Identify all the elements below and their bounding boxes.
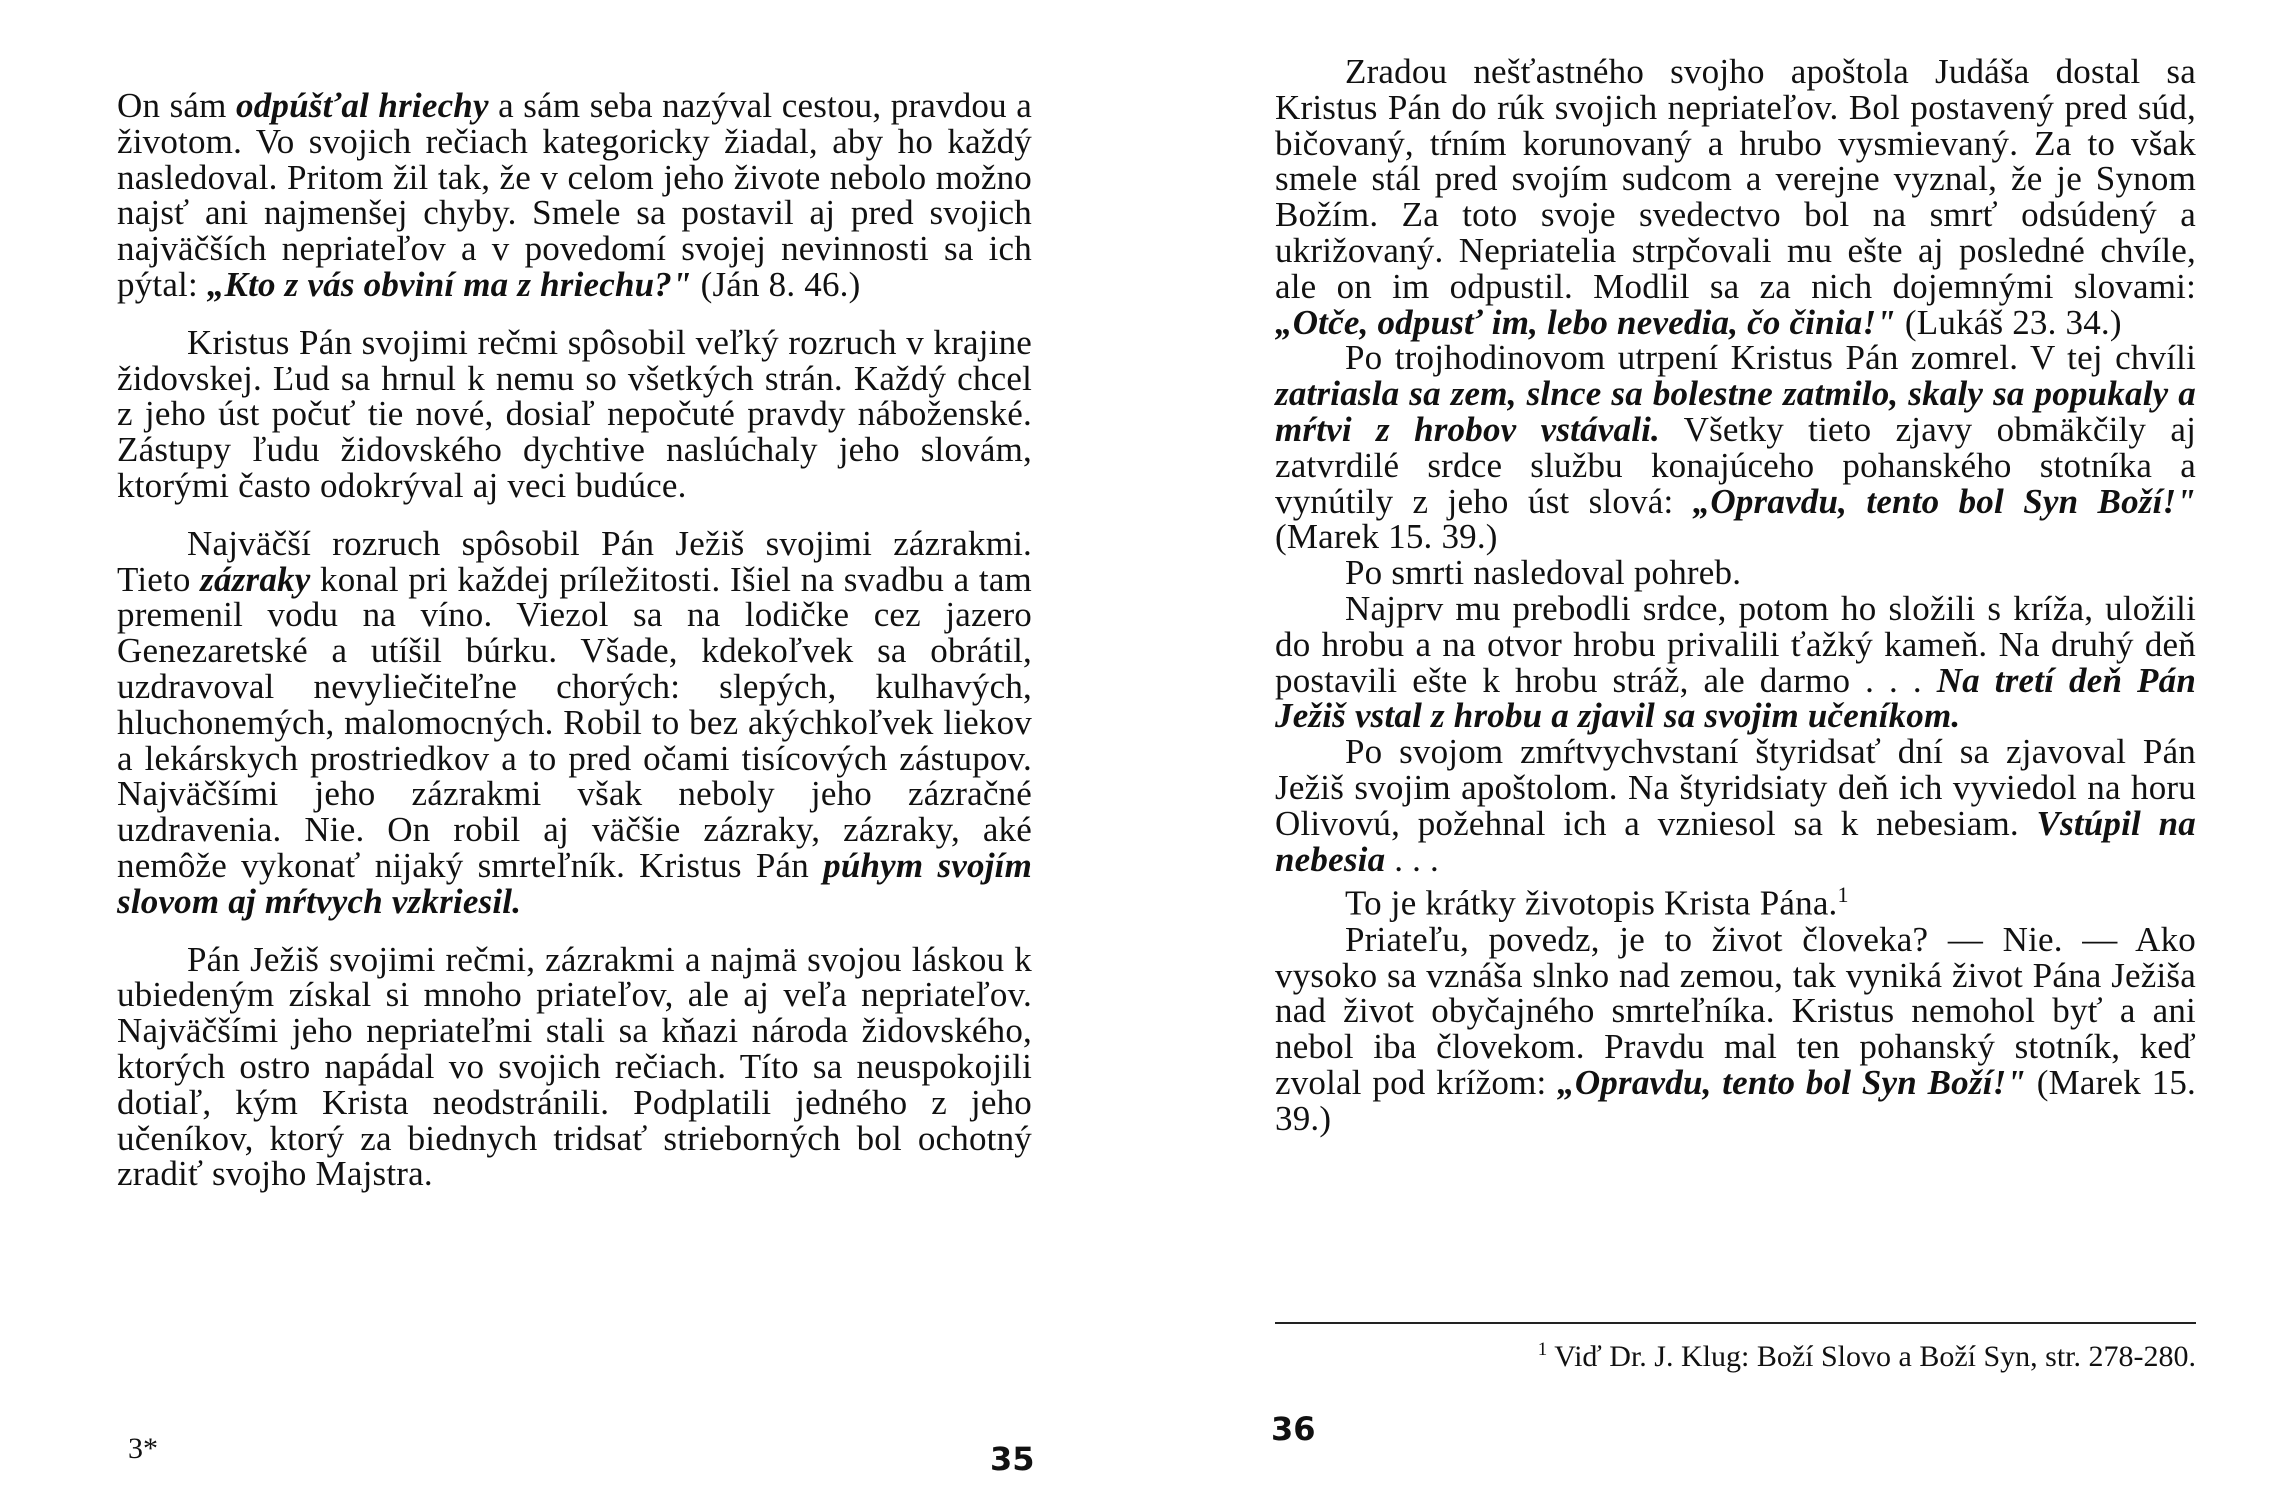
paragraph xyxy=(117,322,1032,505)
paragraph-text: konal pri každej príležitosti. Išiel na svadbu a tam premenil vodu na víno. Viezol sa na lodičke cez jazero Genezaretské a utíšil búrku. Všade, kdekoľvek sa obrátil, uzdravoval nevyliečiteľne chorých: slepých, kulhavých, hluchonemých, malomocných. Robil to bez akýchkoľvek liekov a lekárskych prostriedkov a to pred očami tisícových zástupov. Najväčšími jeho zázrakmi však neboly jeho zázračné uzdravenia. Nie. On robil aj väčšie zázraky, zázraky, aké nemôže vykonať nijaký smrteľník. Kristus Pán xyxy=(117,559,1032,885)
paragraph xyxy=(117,523,1032,921)
paragraph-text: (Marek 15. 39.) xyxy=(1275,517,1498,557)
paragraph-text: . . . xyxy=(1385,839,1439,879)
paragraph-text: Po trojhodinovom utrpení Kristus Pán zomrel. V tej chvíli xyxy=(1345,338,2196,378)
paragraph xyxy=(117,939,1032,1194)
paragraph-text: Po svojom zmŕtvychvstaní štyridsať dní sa zjavoval Pán Ježiš svojim apoštolom. Na štyridsiaty deň ich vyviedol na horu Olivovú, požehnal ich a vzniesol sa k nebesiam. xyxy=(1275,732,2196,843)
paragraph-text: On sám xyxy=(117,86,236,125)
paragraph xyxy=(1275,877,2196,921)
paragraph-text: a sám seba nazýval cestou, pravdou a životom. Vo svojich rečiach kategoricky žiadal, aby ho každý nasledoval. Pritom žil tak, že v celom jeho živote nebolo možno najsť ani najmenšej chyby. Smele sa postavil aj pred svojich najväčších nepriateľov a v povedomí svojej nevinnosti sa ich pýtal: xyxy=(117,86,1032,304)
right-text-column xyxy=(1275,54,2196,1137)
paragraph-text: Najväčší rozruch spôsobil Pán Ježiš svojimi zázrakmi. Tieto xyxy=(117,523,1032,599)
right-page xyxy=(1146,0,2292,1500)
paragraph-text: Zradou nešťastného svojho apoštola Judáša dostal sa Kristus Pán do rúk svojich nepriateľov. Bol postavený pred súd, bičovaný, tŕním korunovaný a hrubo vysmievaný. Za to však smele stál pred svojím sudcom a verejne vyznal, že je Synom Božím. Za toto svoje svedectvo bol na smrť odsúdený a ukrižovaný. Nepriatelia strpčovali mu ešte aj posledné chvíle, ale on im odpustil. Modlil sa za nich dojemnými slovami: xyxy=(1275,52,2196,306)
emphasized-text: „Otče, odpusť im, lebo nevedia, čo činia!" xyxy=(1275,302,1896,342)
emphasized-text: Vstúpil na nebesia xyxy=(1275,803,2196,879)
signature-mark: 3* xyxy=(128,1432,158,1465)
emphasized-text: zatriasla sa zem, slnce sa bolestne zatmilo, skaly sa popukaly a mŕtvi z hrobov vstávali. xyxy=(1275,374,2196,449)
emphasized-text: Na tretí deň Pán Ježiš vstal z hrobu a zjavil sa svojim učeníkom. xyxy=(1275,660,2196,736)
emphasized-text: zázraky xyxy=(200,559,311,599)
paragraph xyxy=(1275,734,2196,877)
paragraph-text: (Marek 15. 39.) xyxy=(1275,1062,2196,1138)
emphasized-text: odpúšťal hriechy xyxy=(236,86,489,125)
footnote-reference: 1 xyxy=(1837,882,1849,908)
paragraph-text: Po smrti nasledoval pohreb. xyxy=(1345,553,1742,593)
paragraph-text: To je krátky životopis Krista Pána. xyxy=(1345,883,1838,923)
paragraph-text: Kristus Pán svojimi rečmi spôsobil veľký rozruch v krajine židovskej. Ľud sa hrnul k nemu so všetkých strán. Každý chcel z jeho úst počuť tie nové, dosiaľ nepočuté pravdy náboženské. Zástupy ľudu židovského dychtive naslúchaly jeho slovám, ktorými často odokrýval aj veci budúce. xyxy=(117,322,1032,505)
paragraph-text: (Ján 8. 46.) xyxy=(691,264,861,304)
footnote xyxy=(1316,1330,2196,1377)
paragraph xyxy=(1275,340,2196,555)
page-number-right: 36 xyxy=(1271,1410,1316,1448)
footnote-marker: 1 xyxy=(1537,1339,1548,1360)
paragraph xyxy=(1275,54,2196,340)
emphasized-text: „Opravdu, tento bol Syn Boží!" xyxy=(1557,1062,2027,1102)
footnote-text: Viď Dr. J. Klug: Boží Slovo a Boží Syn, str. 278-280. xyxy=(1554,1340,2196,1373)
emphasized-text: „Opravdu, tento bol Syn Boží!" xyxy=(1692,481,2196,521)
footnote-divider xyxy=(1275,1322,2196,1324)
left-text-column xyxy=(117,88,1032,1192)
paragraph-text: Priateľu, povedz, je to život človeka? — Nie. — Ako vysoko sa vznáša slnko nad zemou, tak vyniká život Pána Ježiša nad život obyčajného smrteľníka. Kristus nemohol byť a ani nebol iba človekom. Pravdu mal ten pohanský stotník, keď zvolal pod krížom: xyxy=(1275,919,2196,1102)
emphasized-text: púhym svojím slovom aj mŕtvych vzkriesil. xyxy=(117,845,1032,921)
paragraph-text: (Lukáš 23. 34.) xyxy=(1895,302,2122,342)
paragraph xyxy=(117,88,1032,303)
paragraph xyxy=(1275,555,2196,591)
emphasized-text: „Kto z vás obviní ma z hriechu?" xyxy=(206,264,692,304)
paragraph-text: Všetky tieto zjavy obmäkčily aj zatvrdilé srdce službu konajúceho pohanského stotníka a vynútily z jeho úst slová: xyxy=(1275,409,2196,521)
paragraph-text: Najprv mu prebodli srdce, potom ho složili s kríža, uložili do hrobu a na otvor hrobu privalili ťažký kameň. Na druhý deň postavili ešte k hrobu stráž, ale darmo . . . xyxy=(1275,588,2196,700)
paragraph xyxy=(1275,919,2196,1138)
page-number-left: 35 xyxy=(990,1440,1035,1478)
paragraph-text: Pán Ježiš svojimi rečmi, zázrakmi a najmä svojou láskou k ubiedeným získal si mnoho priateľov, ale aj veľa nepriateľov. Najväčšími jeho nepriateľmi stali sa kňazi národa židovského, ktorých ostro napádal vo svojich rečiach. Títo sa neuspokojili dotiaľ, kým Krista neodstránili. Podplatili jedného z jeho učeníkov, ktorý za biednych tridsať strieborných bol ochotný zradiť svojho Majstra. xyxy=(117,939,1032,1194)
paragraph xyxy=(1275,588,2196,736)
